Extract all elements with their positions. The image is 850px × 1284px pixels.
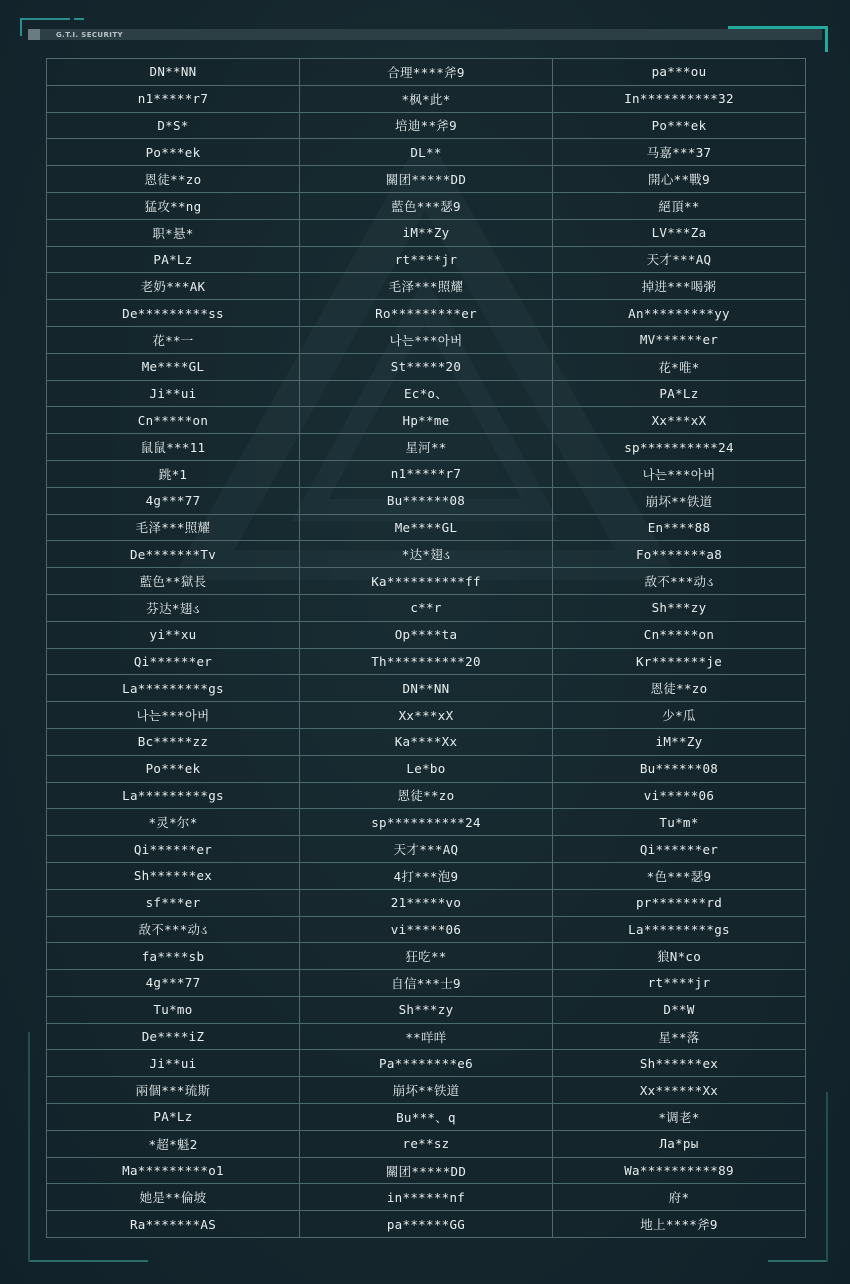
frame-corner-bottom-right-vertical: [826, 1092, 828, 1262]
table-cell: Ka****Xx: [300, 728, 553, 755]
table-cell: 合理****斧9: [300, 59, 553, 86]
table-cell: fa****sb: [47, 943, 300, 970]
table-row: [47, 755, 806, 782]
header-title: G.T.I. SECURITY: [56, 30, 123, 39]
table-cell: 敌不***动ડ: [553, 568, 806, 595]
table-row: [47, 166, 806, 193]
table-cell: Sh***zy: [300, 996, 553, 1023]
table-cell: Ma*********o1: [47, 1157, 300, 1184]
table-cell: 崩坏**铁道: [300, 1077, 553, 1104]
table-cell: 花**一: [47, 326, 300, 353]
table-row: [47, 862, 806, 889]
table-cell: sp**********24: [300, 809, 553, 836]
table-cell: 開心**戰9: [553, 166, 806, 193]
frame-corner-bottom-left: [28, 1260, 148, 1262]
table-cell: 掉进***喝粥: [553, 273, 806, 300]
table-row: [47, 112, 806, 139]
table-row: [47, 1104, 806, 1131]
table-cell: 天才***AQ: [553, 246, 806, 273]
table-row: [47, 541, 806, 568]
table-cell: re**sz: [300, 1130, 553, 1157]
table-cell: 少*瓜: [553, 702, 806, 729]
table-row: [47, 728, 806, 755]
table-cell: DL**: [300, 139, 553, 166]
table-cell: vi*****06: [553, 782, 806, 809]
id-table-container: [46, 58, 806, 1238]
table-cell: 21*****vo: [300, 889, 553, 916]
table-cell: Op****ta: [300, 621, 553, 648]
header-bar: [28, 29, 822, 40]
table-cell: iM**Zy: [300, 219, 553, 246]
table-cell: 狼N*co: [553, 943, 806, 970]
table-cell: Tu*m*: [553, 809, 806, 836]
table-cell: sp**********24: [553, 434, 806, 461]
table-row: [47, 809, 806, 836]
table-cell: sf***er: [47, 889, 300, 916]
table-row: [47, 219, 806, 246]
table-row: [47, 59, 806, 86]
table-cell: Kr*******je: [553, 648, 806, 675]
table-cell: Le*bo: [300, 755, 553, 782]
table-cell: n1*****r7: [47, 85, 300, 112]
table-cell: **咩咩: [300, 1023, 553, 1050]
table-cell: 天才***AQ: [300, 836, 553, 863]
table-row: [47, 1211, 806, 1238]
frame-corner-top-left-tick: [74, 18, 84, 20]
table-row: [47, 702, 806, 729]
table-cell: 星河**: [300, 434, 553, 461]
table-cell: 自信***士9: [300, 970, 553, 997]
table-row: [47, 970, 806, 997]
table-row: [47, 273, 806, 300]
table-cell: Ra*******AS: [47, 1211, 300, 1238]
table-row: [47, 996, 806, 1023]
table-row: [47, 1157, 806, 1184]
table-cell: Xx***xX: [300, 702, 553, 729]
table-row: [47, 621, 806, 648]
table-cell: 나는***아버: [553, 460, 806, 487]
table-cell: PA*Lz: [553, 380, 806, 407]
table-cell: 恩徒**zo: [47, 166, 300, 193]
table-cell: Ji**ui: [47, 1050, 300, 1077]
table-cell: Bc*****zz: [47, 728, 300, 755]
table-cell: *灵*尔*: [47, 809, 300, 836]
table-cell: LV***Za: [553, 219, 806, 246]
table-cell: De****iZ: [47, 1023, 300, 1050]
table-cell: St*****20: [300, 353, 553, 380]
id-table: [46, 58, 806, 1238]
table-row: [47, 916, 806, 943]
table-cell: 敌不***动ડ: [47, 916, 300, 943]
table-row: [47, 434, 806, 461]
table-cell: Po***ek: [553, 112, 806, 139]
table-cell: Bu***、q: [300, 1104, 553, 1131]
table-cell: *色***瑟9: [553, 862, 806, 889]
table-cell: MV******er: [553, 326, 806, 353]
table-cell: 星**落: [553, 1023, 806, 1050]
table-cell: 4打***泡9: [300, 862, 553, 889]
table-cell: *枫*此*: [300, 85, 553, 112]
table-row: [47, 326, 806, 353]
table-cell: La*********gs: [47, 782, 300, 809]
table-row: [47, 568, 806, 595]
table-cell: 花*唯*: [553, 353, 806, 380]
table-cell: n1*****r7: [300, 460, 553, 487]
table-cell: 地上****斧9: [553, 1211, 806, 1238]
table-row: [47, 1077, 806, 1104]
table-cell: yi**xu: [47, 621, 300, 648]
table-cell: 藍色**獄長: [47, 568, 300, 595]
table-row: [47, 514, 806, 541]
table-cell: Bu******08: [300, 487, 553, 514]
table-row: [47, 1130, 806, 1157]
table-cell: rt****jr: [300, 246, 553, 273]
table-cell: Qi******er: [553, 836, 806, 863]
id-table-body: [47, 59, 806, 1238]
table-cell: Qi******er: [47, 648, 300, 675]
table-cell: La*********gs: [553, 916, 806, 943]
table-cell: Лa*pы: [553, 1130, 806, 1157]
table-row: [47, 1184, 806, 1211]
table-cell: Sh******ex: [553, 1050, 806, 1077]
table-row: [47, 889, 806, 916]
table-cell: Xx******Xx: [553, 1077, 806, 1104]
table-cell: 猛攻**ng: [47, 192, 300, 219]
table-cell: An*********yy: [553, 300, 806, 327]
table-cell: La*********gs: [47, 675, 300, 702]
table-cell: D*S*: [47, 112, 300, 139]
table-cell: pa******GG: [300, 1211, 553, 1238]
table-cell: c**r: [300, 594, 553, 621]
table-cell: Bu******08: [553, 755, 806, 782]
table-cell: PA*Lz: [47, 246, 300, 273]
table-cell: DN**NN: [47, 59, 300, 86]
table-cell: 她是**倫坡: [47, 1184, 300, 1211]
table-cell: 關团*****DD: [300, 166, 553, 193]
table-row: [47, 836, 806, 863]
table-row: [47, 380, 806, 407]
table-cell: Th**********20: [300, 648, 553, 675]
table-cell: pa***ou: [553, 59, 806, 86]
table-cell: 老奶***AK: [47, 273, 300, 300]
table-cell: *达*翅ડ: [300, 541, 553, 568]
table-cell: Ka**********ff: [300, 568, 553, 595]
table-cell: 芬达*翅ડ: [47, 594, 300, 621]
table-cell: In**********32: [553, 85, 806, 112]
table-cell: Tu*mo: [47, 996, 300, 1023]
table-cell: Ro*********er: [300, 300, 553, 327]
table-cell: Sh******ex: [47, 862, 300, 889]
table-cell: 나는***아버: [300, 326, 553, 353]
frame-corner-top-right-vertical: [825, 26, 828, 52]
table-cell: 恩徒**zo: [553, 675, 806, 702]
table-row: [47, 782, 806, 809]
table-cell: 府*: [553, 1184, 806, 1211]
table-cell: Me****GL: [47, 353, 300, 380]
table-cell: 나는***아버: [47, 702, 300, 729]
table-row: [47, 407, 806, 434]
table-row: [47, 460, 806, 487]
table-cell: 絕頂**: [553, 192, 806, 219]
table-cell: Cn*****on: [47, 407, 300, 434]
square-marker-icon: [28, 29, 40, 40]
table-cell: iM**Zy: [553, 728, 806, 755]
table-cell: 职*悬*: [47, 219, 300, 246]
table-cell: 鼠鼠***11: [47, 434, 300, 461]
frame-corner-bottom-left-vertical: [28, 1032, 30, 1262]
table-row: [47, 648, 806, 675]
table-cell: Sh***zy: [553, 594, 806, 621]
table-cell: 關团*****DD: [300, 1157, 553, 1184]
table-row: [47, 675, 806, 702]
table-cell: PA*Lz: [47, 1104, 300, 1131]
table-cell: 兩個***琉斯: [47, 1077, 300, 1104]
table-cell: De*********ss: [47, 300, 300, 327]
table-cell: DN**NN: [300, 675, 553, 702]
table-cell: 崩坏**铁道: [553, 487, 806, 514]
table-row: [47, 1023, 806, 1050]
table-row: [47, 300, 806, 327]
table-cell: Hp**me: [300, 407, 553, 434]
frame-corner-top-left: [20, 18, 70, 20]
table-cell: 马嘉***37: [553, 139, 806, 166]
table-cell: Po***ek: [47, 139, 300, 166]
table-row: [47, 192, 806, 219]
table-cell: Cn*****on: [553, 621, 806, 648]
table-row: [47, 594, 806, 621]
table-cell: Xx***xX: [553, 407, 806, 434]
table-cell: D**W: [553, 996, 806, 1023]
table-cell: 培迪**斧9: [300, 112, 553, 139]
table-cell: 恩徒**zo: [300, 782, 553, 809]
table-cell: 毛泽***照耀: [300, 273, 553, 300]
table-row: [47, 139, 806, 166]
table-cell: Me****GL: [300, 514, 553, 541]
table-cell: vi*****06: [300, 916, 553, 943]
table-cell: Ec*o、: [300, 380, 553, 407]
frame-corner-top-left-vertical: [20, 18, 22, 36]
table-cell: Qi******er: [47, 836, 300, 863]
table-row: [47, 487, 806, 514]
table-row: [47, 1050, 806, 1077]
table-cell: 4g***77: [47, 487, 300, 514]
table-cell: 跳*1: [47, 460, 300, 487]
table-row: [47, 943, 806, 970]
table-row: [47, 353, 806, 380]
table-cell: 毛泽***照耀: [47, 514, 300, 541]
table-cell: *超*魁2: [47, 1130, 300, 1157]
table-cell: Fo*******a8: [553, 541, 806, 568]
table-cell: Wa**********89: [553, 1157, 806, 1184]
table-cell: En****88: [553, 514, 806, 541]
table-cell: Ji**ui: [47, 380, 300, 407]
table-cell: *调老*: [553, 1104, 806, 1131]
frame-corner-bottom-right: [768, 1260, 828, 1262]
table-row: [47, 246, 806, 273]
table-cell: 藍色***瑟9: [300, 192, 553, 219]
table-cell: Po***ek: [47, 755, 300, 782]
table-cell: 4g***77: [47, 970, 300, 997]
table-cell: rt****jr: [553, 970, 806, 997]
table-cell: pr*******rd: [553, 889, 806, 916]
table-cell: in******nf: [300, 1184, 553, 1211]
table-cell: Pa********e6: [300, 1050, 553, 1077]
table-row: [47, 85, 806, 112]
table-cell: 狂吃**: [300, 943, 553, 970]
table-cell: De*******Tv: [47, 541, 300, 568]
